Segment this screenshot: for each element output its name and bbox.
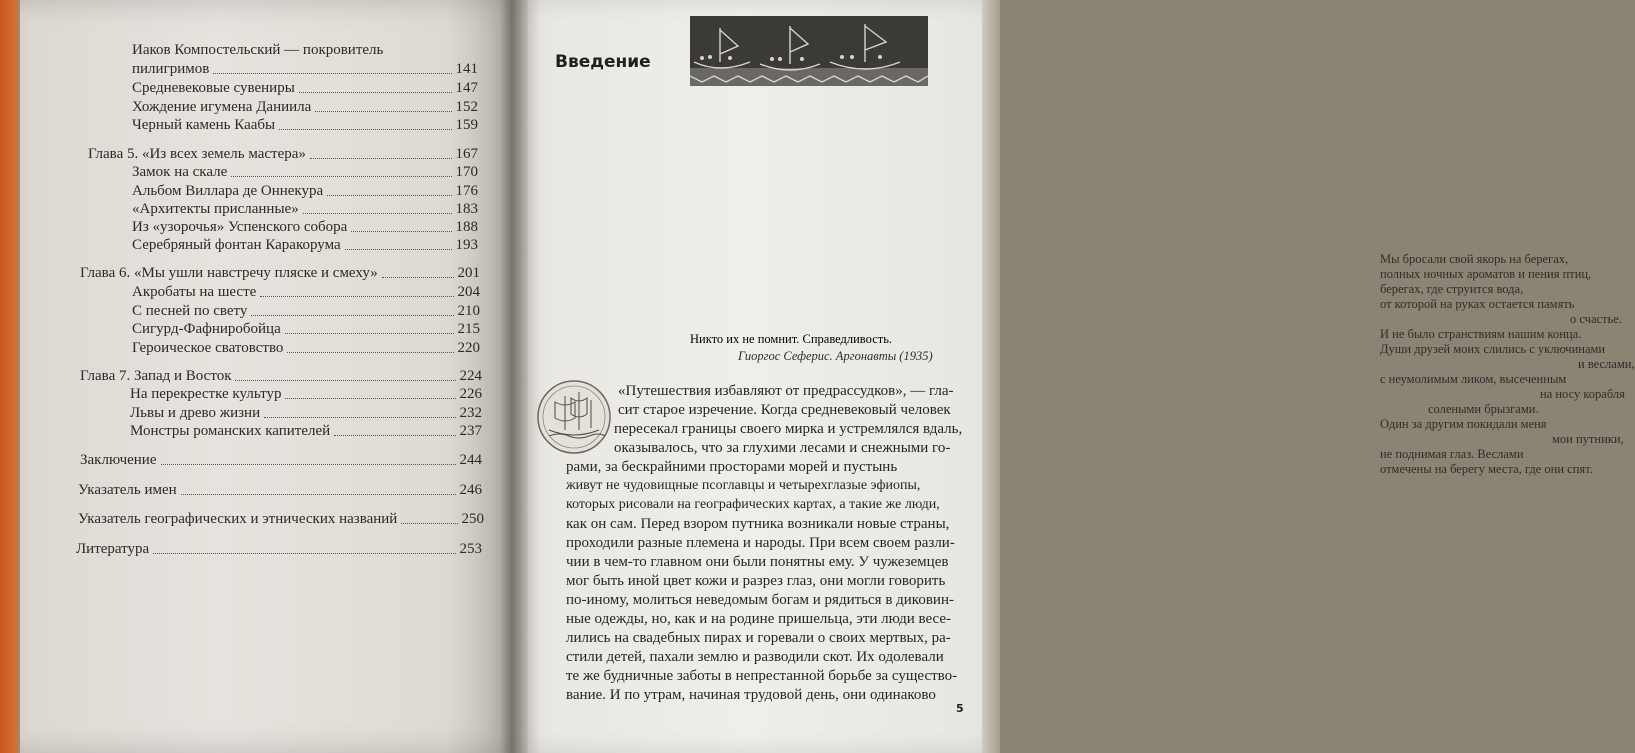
epigraph-line: Один за другим покидали меня [1380,417,1547,431]
body-line: ные одежды, но, как и на родине пришельца, эти люди весе- [566,611,952,627]
body-line: живут не чудовищные псоглавцы и четырехглазые эфиопы, [566,478,921,493]
toc-entry: Героическое сватовство 220 [132,340,480,356]
epigraph-line: солеными брызгами. [1428,402,1539,416]
epigraph-line: Никто их не помнит. Справедливость. [690,332,893,346]
epigraph-line: Души друзей моих слились с уключинами [1380,342,1606,356]
epigraph-line: Мы бросали свой якорь на берегах, [1380,252,1569,266]
body-line: рами, за бескрайними просторами морей и пустынь [566,459,898,475]
viking-ships-illustration [690,16,928,86]
epigraph-line: берегах, где струится вода, [1380,282,1524,296]
page-number: 5 [956,702,964,715]
epigraph-line: полных ночных ароматов и пения птиц, [1380,267,1592,281]
epigraph-line: мои путники, [1552,432,1624,446]
toc-entry: Монстры романских капителей 237 [130,423,482,439]
body-line: оказывалось, что за глухими лесами и снежными го- [614,440,951,456]
toc-entry: Иаков Компостельский — покровитель [132,42,384,58]
epigraph-line: на носу корабля [1540,387,1625,401]
toc-entry: «Архитекты присланные» 183 [132,201,478,217]
ship-emblem-illustration [535,378,613,456]
toc-entry: На перекрестке культур 226 [130,386,482,402]
toc-section: Указатель имен 246 [78,482,482,498]
chapter-heading: Введение [555,52,651,72]
toc-entry: Хождение игумена Даниила 152 [132,99,478,115]
epigraph-line: не поднимая глаз. Веслами [1380,447,1524,461]
toc-chapter: Глава 5. «Из всех земель мастера» 167 [88,146,478,162]
toc-section: Заключение 244 [80,452,482,468]
toc-section: Литература 253 [76,541,482,557]
epigraph-line: с неумолимым ликом, высеченным [1380,372,1567,386]
body-line: лились на свадебных пирах и горевали о своих мертвых, ра- [566,630,951,646]
epigraph-line: и веслами, [1578,357,1635,371]
body-line: чии в чем-то главном они были понятны ему. У чужеземцев [566,554,949,570]
toc-entry: Сигурд-Фафниробойца 215 [132,321,480,337]
body-line: мог быть иной цвет кожи и разрез глаз, они могли говорить [566,573,946,589]
epigraph-line: И не было странствиям нашим конца. [1380,327,1582,341]
body-line: «Путешествия избавляют от предрассудков», — гла- [618,383,954,399]
toc-chapter: Глава 7. Запад и Восток 224 [80,368,482,384]
toc-entry: Средневековые сувениры 147 [132,80,478,96]
toc-entry: Из «узорочья» Успенского собора 188 [132,219,478,235]
toc-entry: Львы и древо жизни 232 [130,405,482,421]
toc-entry: Альбом Виллара де Оннекура 176 [132,183,478,199]
body-line: которых рисовали на географических картах, а такие же люди, [566,497,940,512]
toc-entry: С песней по свету 210 [132,303,480,319]
body-line: вание. И по утрам, начиная трудовой день, они одинаково [566,687,936,703]
body-line: пересекал границы своего мирка и устремлялся вдаль, [614,421,963,437]
epigraph-line: от которой на руках остается память [1380,297,1575,311]
body-line: проходили разные племена и народы. При всем своем разли- [566,535,955,551]
body-line: стили детей, пахали землю и разводили скот. Их одолевали [566,649,944,665]
body-line: как он сам. Перед взором путника возникали новые страны, [566,516,950,532]
toc-entry: Акробаты на шесте 204 [132,284,480,300]
toc-chapter: Глава 6. «Мы ушли навстречу пляске и смеху» 201 [80,265,480,281]
body-line: по-иному, молиться неведомым богам и рядиться в диковин- [566,592,954,608]
body-line: те же будничные заботы в непрестанной борьбе за существо- [566,668,958,684]
toc-section: Указатель географических и этнических названий 250 [78,511,484,527]
epigraph-line: о счастье. [1570,312,1622,326]
epigraph-line: отмечены на берегу места, где они спят. [1380,462,1593,476]
body-line: сит старое изречение. Когда средневековый человек [618,402,951,418]
toc-entry: Серебряный фонтан Каракорума 193 [132,237,478,253]
toc-entry: Замок на скале 170 [132,164,478,180]
epigraph-author: Гиоргос Сеферис. Аргонавты (1935) [738,349,933,363]
toc-entry: пилигримов 141 [132,61,478,77]
toc-entry: Черный камень Каабы 159 [132,117,478,133]
